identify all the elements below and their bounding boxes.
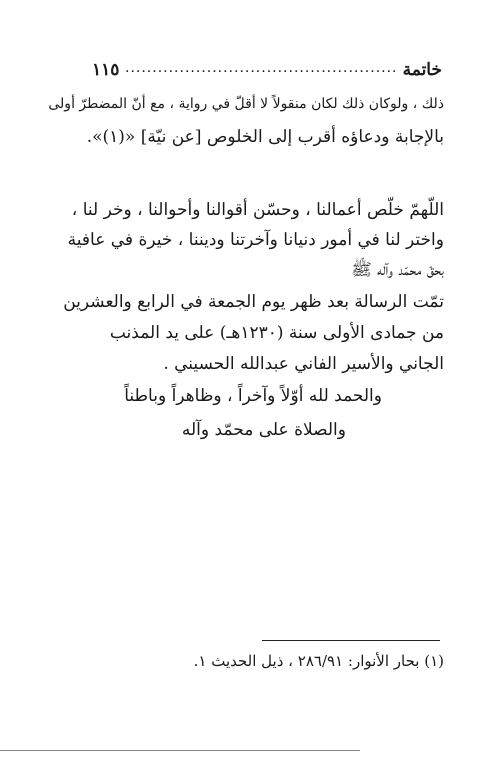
paragraph-line: بالإجابة ودعاؤه أقرب إلى الخلوص [عن نيّة] «(١)». [86, 127, 444, 147]
footnote-rule [262, 640, 440, 641]
closing-line: والصلاة على محمّد وآله [181, 420, 346, 440]
colophon-line: الجاني والأسير الفاني عبدالله الحسيني . [163, 354, 444, 374]
prayer-line: واختر لنا في أمور دنيانا وآخرتنا وديننا ، خيرة في عافية [67, 230, 444, 250]
prayer-line: بحقّ محمّد وآله ﷺ [351, 260, 444, 280]
footnote: (١) بحار الأنوار: ٢٨٦/٩١ ، ذيل الحديث ١. [193, 652, 444, 670]
colophon-line: تمّت الرسالة بعد ظهر يوم الجمعة في الرابع والعشرين [63, 292, 444, 312]
page-number: ١١٥ [92, 60, 120, 80]
colophon-line: من جمادى الأولى سنة (١٢٣٠هـ) على يد المذنب [109, 323, 444, 343]
header-leader-dots: .................................................. [125, 60, 398, 76]
page-bottom-edge [0, 750, 360, 751]
prayer-line: اللّهمّ خلّص أعمالنا ، وحسّن أقوالنا وأحوالنا ، وخر لنا ، [71, 200, 444, 220]
paragraph-line: ذلك ، ولوكان ذلك لكان منقولاً لا أقلّ في رواية ، مع أنّ المضطرّ أولى [48, 96, 444, 112]
running-title: خاتمة [402, 60, 442, 80]
closing-line: والحمد لله أوّلاً وآخراً ، وظاهراً وباطناً [124, 386, 382, 406]
